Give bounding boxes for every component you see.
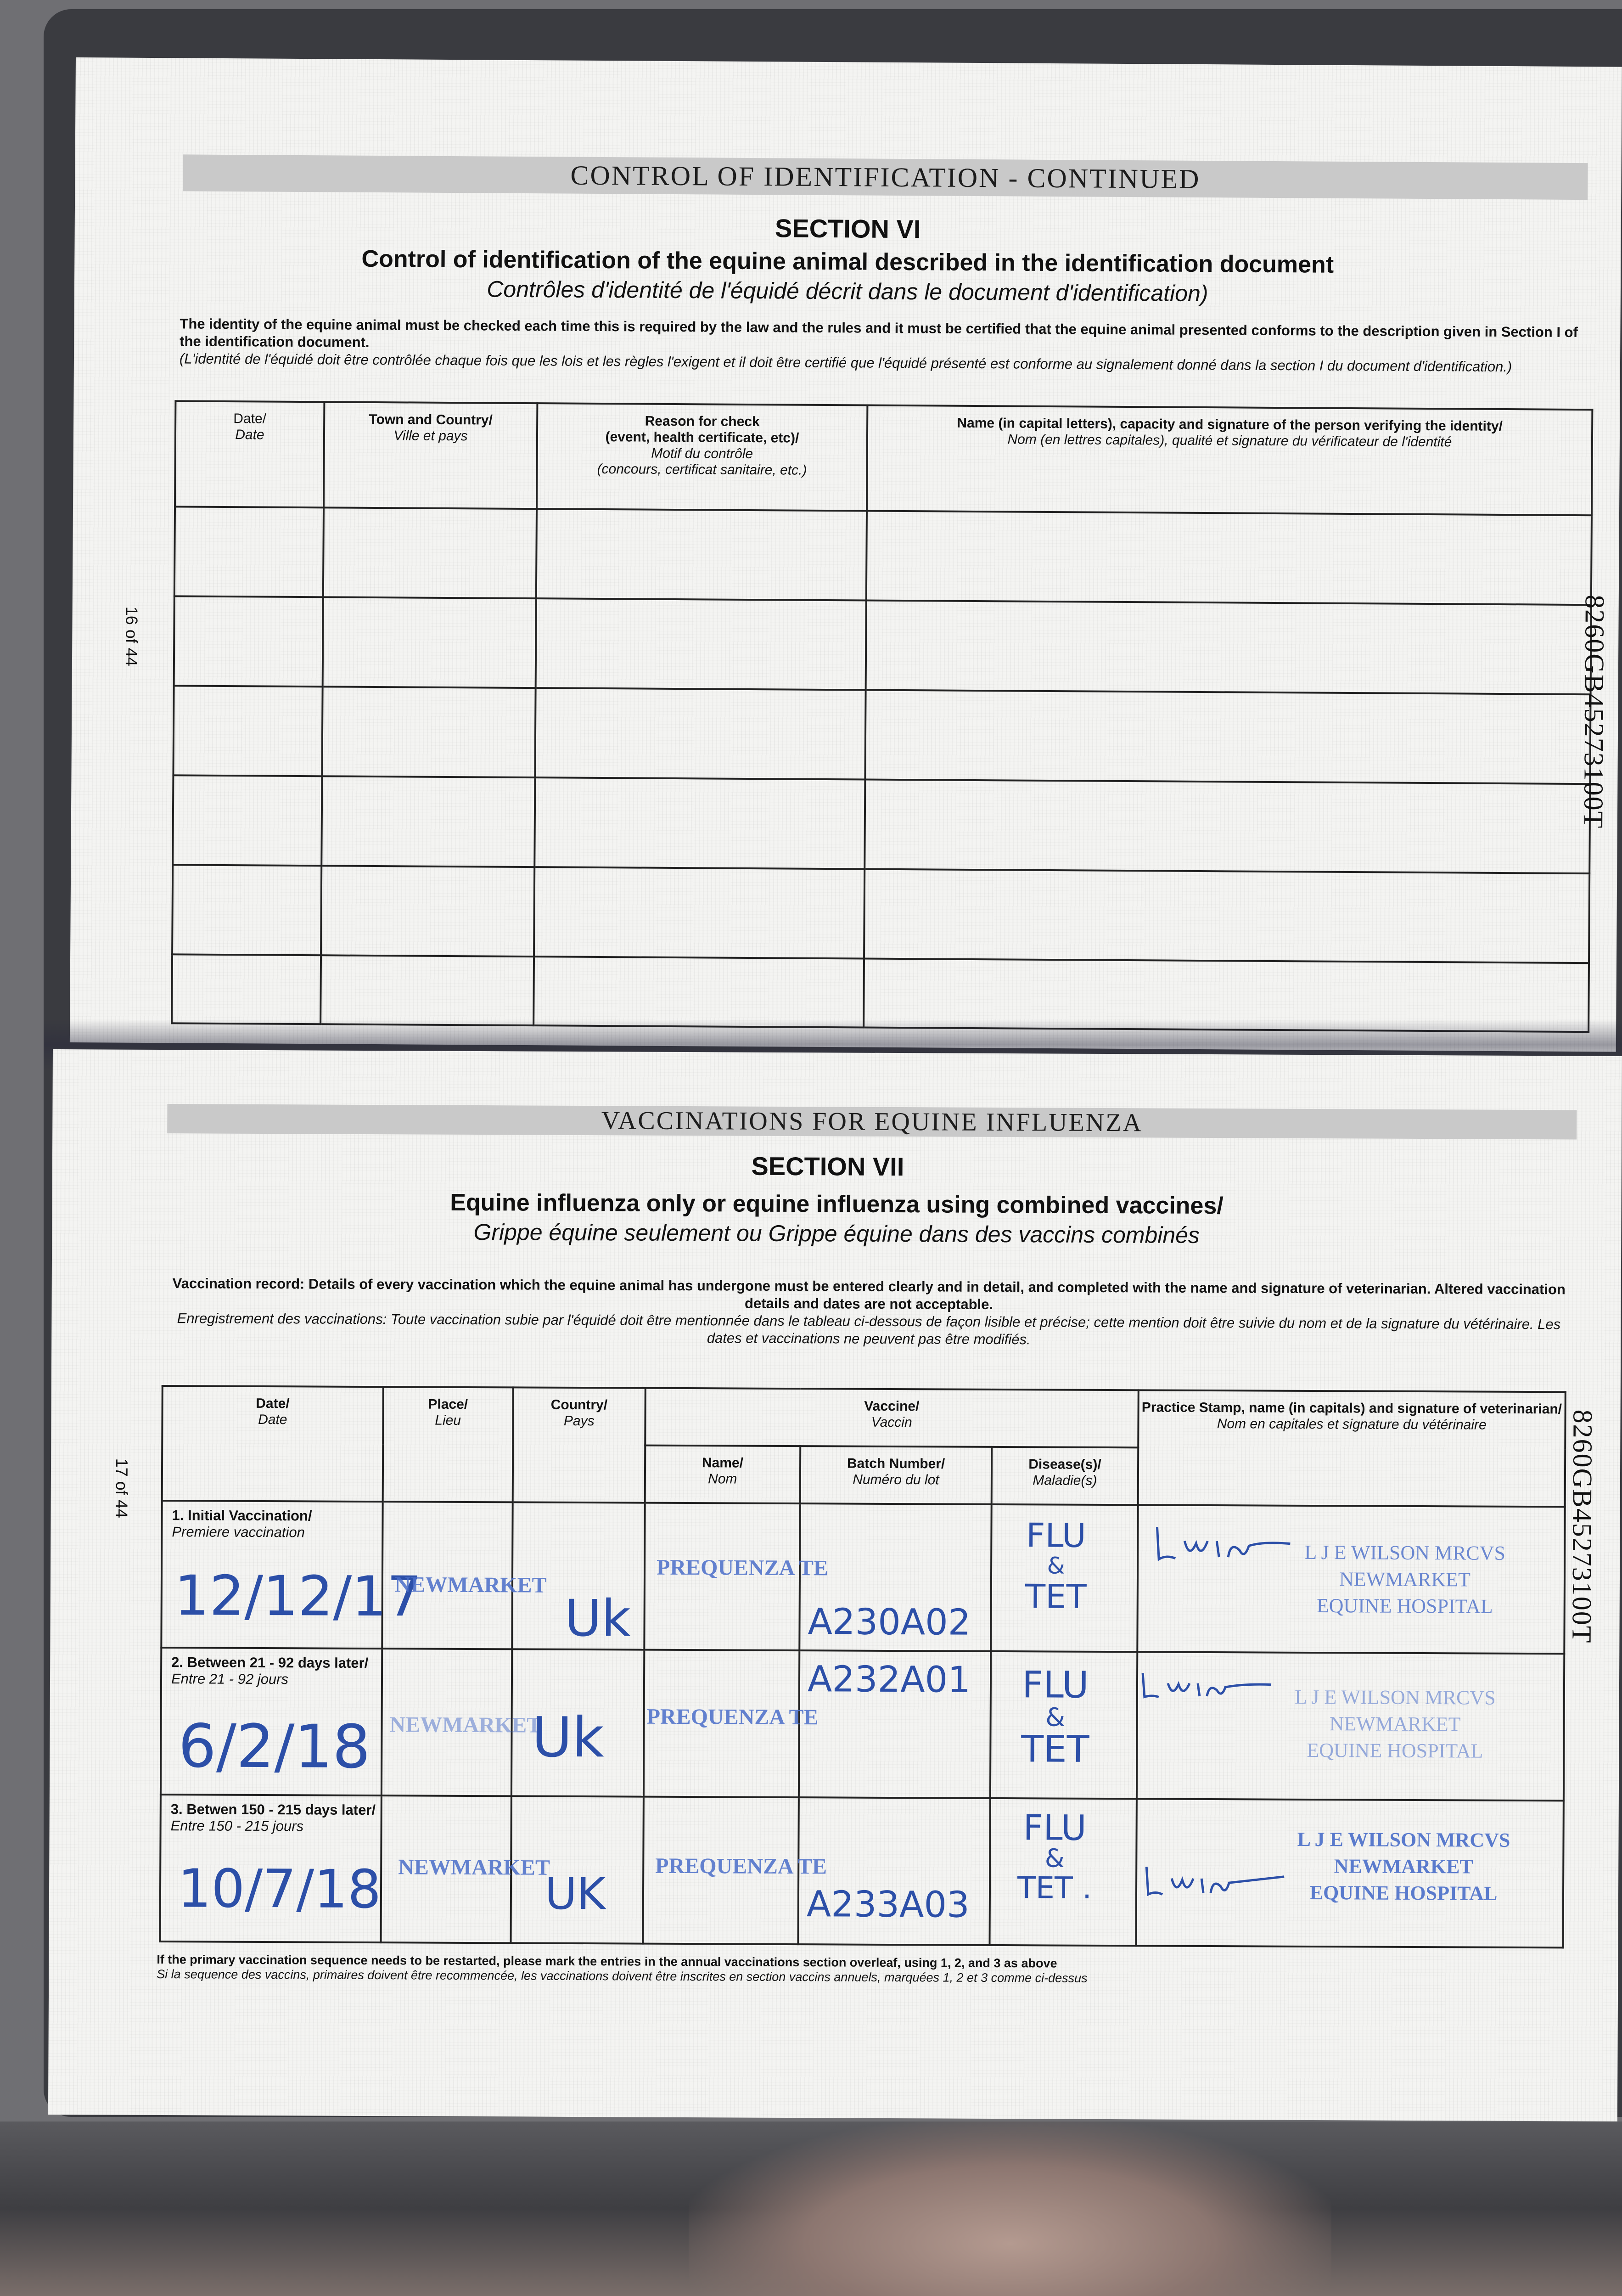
section-heading: Equine influenza only or equine influenza using combined vaccines/ bbox=[450, 1189, 1224, 1220]
col-batch bbox=[800, 1446, 992, 1504]
intro-en: Vaccination record: Details of every vaccination which the equine animal has undergone must be entered clearly and in detail, and completed with the name and signature of veterinarian. Altered vaccination details and dates are not acceptable. bbox=[172, 1275, 1566, 1312]
handwritten-batch: A230A02 bbox=[808, 1601, 971, 1643]
row-label-fr: Entre 21 - 92 jours bbox=[171, 1671, 289, 1688]
col-name-en: Name/ bbox=[702, 1455, 744, 1471]
section-heading: Control of identification of the equine animal described in the identification document bbox=[361, 245, 1334, 278]
cell[interactable] bbox=[323, 507, 537, 598]
cell[interactable] bbox=[321, 776, 535, 867]
col-name bbox=[867, 405, 1592, 516]
footer-fr: Si la sequence des vaccins, primaires doivent être recommencée, les vaccinations doivent être inscrites en section vaccins annuels, marquées 1, 2 et 3 comme ci-dessus bbox=[157, 1967, 1088, 1985]
footer-note bbox=[157, 1952, 1566, 1987]
col-vaccine-en: Vaccine/ bbox=[864, 1398, 920, 1414]
col-date-fr: Date bbox=[235, 427, 264, 443]
cell[interactable] bbox=[865, 690, 1590, 784]
cell[interactable] bbox=[533, 957, 864, 1027]
cell[interactable] bbox=[320, 955, 534, 1025]
section-banner bbox=[183, 154, 1588, 200]
cell[interactable] bbox=[322, 687, 535, 777]
intro-fr: (L'identité de l'équidé doit être contrôlée chaque fois que les lois et les règles l'exigent et il doit être certifié que l'équidé présenté est conforme au signalement donné dans la section I du document d'identification.) bbox=[179, 350, 1512, 375]
stamp-line: L J E WILSON MRCVS bbox=[1294, 1685, 1496, 1709]
col-reason bbox=[537, 403, 867, 511]
disease-line: FLU bbox=[1026, 1516, 1086, 1555]
col-name-fr: Nom bbox=[708, 1471, 737, 1487]
cell[interactable] bbox=[174, 596, 323, 687]
page-number: 16 of 44 bbox=[122, 606, 141, 667]
serial-number: 8260GB45273100T bbox=[1578, 595, 1610, 829]
col-batch-en: Batch Number/ bbox=[847, 1456, 945, 1472]
col-town bbox=[324, 402, 537, 509]
stamp-line: NEWMARKET bbox=[1329, 1712, 1461, 1736]
page-16 bbox=[70, 57, 1622, 1052]
cell[interactable] bbox=[173, 775, 322, 866]
vaccine-stamp: PREQUENZA TE bbox=[655, 1853, 827, 1879]
section-title: SECTION VII bbox=[751, 1151, 904, 1182]
col-date-en: Date/ bbox=[256, 1396, 290, 1412]
col-date bbox=[162, 1386, 383, 1502]
stamp-line: NEWMARKET bbox=[1339, 1568, 1471, 1591]
section-heading-fr: Contrôles d'identité de l'équidé décrit dans le document d'identification) bbox=[487, 276, 1208, 307]
col-date-en: Date/ bbox=[233, 411, 267, 427]
serial-number: 8260GB45273100T bbox=[1566, 1409, 1598, 1644]
stamp-line: L J E WILSON MRCVS bbox=[1297, 1828, 1510, 1851]
col-stamp bbox=[1138, 1390, 1566, 1507]
disease-line: & bbox=[1045, 1702, 1066, 1732]
col-stamp-fr: Nom en capitales et signature du vétérinaire bbox=[1217, 1416, 1487, 1433]
disease-line: TET bbox=[1025, 1577, 1087, 1616]
col-vaccine bbox=[645, 1388, 1138, 1448]
handwritten-disease bbox=[1000, 1663, 1111, 1771]
cell[interactable] bbox=[536, 509, 867, 600]
handwritten-batch: A232A01 bbox=[807, 1659, 971, 1701]
stamp-line: L J E WILSON MRCVS bbox=[1304, 1541, 1506, 1564]
stamp-line: EQUINE HOSPITAL bbox=[1316, 1594, 1493, 1618]
cell[interactable] bbox=[536, 598, 866, 690]
handwritten-country: Uk bbox=[532, 1705, 605, 1770]
cell[interactable] bbox=[864, 869, 1589, 963]
disease-line: & bbox=[1044, 1843, 1065, 1873]
row-label-fr: Premiere vaccination bbox=[172, 1524, 305, 1541]
page-17 bbox=[48, 1049, 1622, 2122]
cell[interactable] bbox=[534, 777, 865, 869]
col-country-en: Country/ bbox=[550, 1397, 608, 1413]
row-label-en: 2. Between 21 - 92 days later/ bbox=[171, 1654, 369, 1671]
row-label-en: 3. Betwen 150 - 215 days later/ bbox=[170, 1801, 376, 1818]
cell[interactable] bbox=[174, 506, 324, 597]
intro-text bbox=[166, 1275, 1571, 1351]
banner-text: VACCINATIONS FOR EQUINE INFLUENZA bbox=[601, 1106, 1143, 1137]
col-place-fr: Lieu bbox=[435, 1412, 461, 1428]
cell[interactable] bbox=[321, 866, 534, 957]
col-date-fr: Date bbox=[258, 1412, 287, 1428]
practice-stamp bbox=[1252, 1683, 1538, 1765]
col-country bbox=[512, 1387, 645, 1503]
col-name-fr: Nom (en lettres capitales), qualité et signature du vérificateur de l'identité bbox=[1007, 432, 1452, 450]
disease-line: FLU bbox=[1022, 1663, 1089, 1706]
practice-stamp bbox=[1261, 1826, 1546, 1908]
disease-line: TET bbox=[1021, 1728, 1089, 1771]
col-place bbox=[382, 1387, 513, 1502]
place-stamp: NEWMARKET bbox=[394, 1572, 547, 1598]
col-country-fr: Pays bbox=[563, 1413, 595, 1429]
col-stamp-en: Practice Stamp, name (in capitals) and signature of veterinarian/ bbox=[1141, 1400, 1562, 1417]
col-vaccine-name bbox=[645, 1446, 800, 1503]
cell[interactable] bbox=[323, 597, 536, 688]
cell[interactable] bbox=[535, 688, 865, 779]
disease-line: TET . bbox=[1017, 1871, 1092, 1906]
col-reason-fr2: (concours, certificat sanitaire, etc.) bbox=[597, 461, 807, 478]
handwritten-batch: A233A03 bbox=[806, 1884, 970, 1926]
col-town-fr: Ville et pays bbox=[393, 428, 468, 444]
vaccine-stamp: PREQUENZA TE bbox=[646, 1704, 819, 1730]
vaccine-stamp: PREQUENZA TE bbox=[656, 1555, 829, 1581]
cell[interactable] bbox=[172, 954, 321, 1024]
place-stamp: NEWMARKET bbox=[389, 1712, 542, 1738]
handwritten-disease bbox=[1010, 1517, 1102, 1615]
col-batch-fr: Numéro du lot bbox=[853, 1472, 939, 1488]
handwritten-country: Uk bbox=[564, 1588, 631, 1648]
col-reason-en2: (event, health certificate, etc)/ bbox=[605, 429, 799, 446]
col-place-en: Place/ bbox=[428, 1396, 468, 1412]
footer-en: If the primary vaccination sequence needs to be restarted, please mark the entries in the annual vaccinations section overleaf, using 1, 2, and 3 as above bbox=[157, 1953, 1057, 1970]
intro-en: The identity of the equine animal must be checked each time this is required by the law and the rules and it must be certified that the equine animal presented conforms to the description given in Section I of the identification document. bbox=[180, 315, 1578, 350]
practice-stamp bbox=[1267, 1539, 1543, 1621]
handwritten-date: 10/7/18 bbox=[177, 1858, 382, 1921]
col-name-en: Name (in capital letters), capacity and signature of the person verifying the identity/ bbox=[957, 415, 1503, 434]
place-stamp: NEWMARKET bbox=[398, 1855, 550, 1880]
col-disease-en: Disease(s)/ bbox=[1028, 1457, 1101, 1472]
col-date bbox=[175, 401, 324, 507]
disease-line: FLU bbox=[1023, 1807, 1087, 1848]
stamp-line: EQUINE HOSPITAL bbox=[1309, 1881, 1498, 1905]
col-reason-en: Reason for check bbox=[645, 413, 760, 430]
handwritten-date: 12/12/17 bbox=[174, 1564, 422, 1629]
banner-text: CONTROL OF IDENTIFICATION - CONTINUED bbox=[570, 160, 1201, 194]
section-heading-fr: Grippe équine seulement ou Grippe équine dans des vaccins combinés bbox=[473, 1219, 1200, 1248]
col-town-en: Town and Country/ bbox=[369, 411, 493, 428]
col-disease-fr: Maladie(s) bbox=[1033, 1473, 1097, 1488]
identity-check-table bbox=[171, 400, 1593, 1033]
intro-fr: Enregistrement des vaccinations: Toute vaccination subie par l'équidé doit être mentionnée dans le tableau ci-dessous de façon lisible et précise; cette mention doit être suivie du nom et de la signature du vétérinaire. Les dates et vaccinations ne peuvent pas être modifiés. bbox=[177, 1310, 1561, 1348]
thumb-shadow bbox=[689, 2122, 1331, 2296]
section-title: SECTION VI bbox=[775, 214, 921, 244]
intro-text bbox=[180, 315, 1585, 376]
cell[interactable] bbox=[864, 780, 1590, 874]
disease-line: & bbox=[1047, 1552, 1065, 1579]
stamp-line: EQUINE HOSPITAL bbox=[1307, 1739, 1483, 1762]
row-label-fr: Entre 150 - 215 jours bbox=[170, 1818, 304, 1835]
col-vaccine-fr: Vaccin bbox=[871, 1414, 912, 1430]
page-number: 17 of 44 bbox=[112, 1458, 132, 1518]
handwritten-date: 6/2/18 bbox=[178, 1711, 371, 1782]
cell[interactable] bbox=[866, 511, 1592, 605]
cell[interactable] bbox=[534, 867, 864, 958]
row-label-en: 1. Initial Vaccination/ bbox=[172, 1507, 312, 1524]
handwritten-country: UK bbox=[544, 1868, 606, 1920]
section-banner bbox=[167, 1104, 1577, 1139]
col-reason-fr: Motif du contrôle bbox=[651, 445, 753, 462]
cell[interactable] bbox=[866, 601, 1591, 695]
cell[interactable] bbox=[172, 865, 321, 955]
col-disease bbox=[992, 1447, 1138, 1505]
stamp-line: NEWMARKET bbox=[1334, 1855, 1473, 1878]
handwritten-disease bbox=[999, 1807, 1110, 1906]
cell[interactable] bbox=[173, 686, 322, 776]
